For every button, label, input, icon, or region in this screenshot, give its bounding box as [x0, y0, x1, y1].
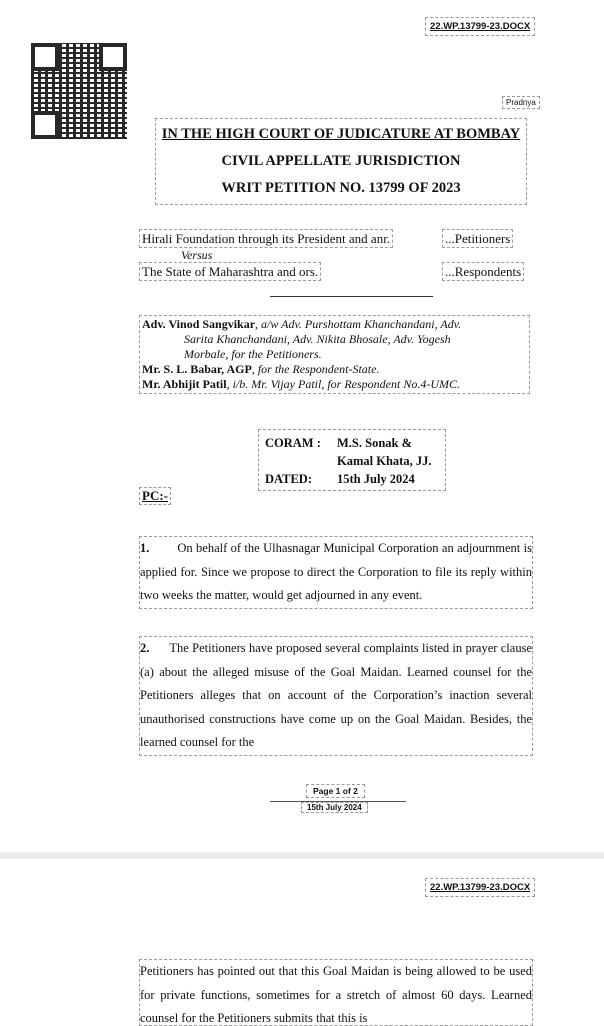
- coram-block: [258, 429, 446, 491]
- paragraph-continued: Petitioners has pointed out that this Goal Maidan is being allowed to be used for private functions, sometimes for a stretch of almost 60 days. Learned counsel for the Petitioners submits that this is: [139, 959, 533, 1026]
- paragraph-1: 1. On behalf of the Ulhasnagar Municipal Corporation an adjournment is applied for. Since we propose to direct the Corporation to file its reply within two weeks the matter, would get adjourned in any event.: [139, 536, 533, 609]
- advocate-state: Mr. S. L. Babar, AGP: [142, 362, 252, 376]
- respondent-role: ...Respondents: [442, 262, 524, 281]
- stamp-name: Pradnya: [502, 96, 540, 109]
- advocate-respondent: Mr. Abhijit Patil: [142, 377, 227, 391]
- advocate-petitioners: Adv. Vinod Sangvikar: [142, 317, 256, 331]
- coram-judges-1: M.S. Sonak &: [337, 436, 413, 450]
- petitioner-name: Hirali Foundation through its President and anr.: [139, 229, 393, 248]
- dated-value: 15th July 2024: [337, 472, 415, 486]
- page-date: 15th July 2024: [301, 802, 368, 813]
- court-title: IN THE HIGH COURT OF JUDICATURE AT BOMBAY: [161, 126, 521, 142]
- court-title-block: [155, 118, 527, 205]
- file-reference-page-2: 22.WP.13799-23.DOCX: [425, 878, 535, 897]
- coram-judges-2: Kamal Khata, JJ.: [337, 454, 432, 468]
- page-break: [0, 852, 604, 859]
- dated-label: DATED:: [265, 472, 312, 486]
- qr-code: [31, 43, 127, 139]
- coram-label: CORAM :: [265, 436, 321, 450]
- respondent-name: The State of Maharashtra and ors.: [139, 262, 321, 281]
- page-number: Page 1 of 2: [306, 784, 365, 798]
- paragraph-2: 2. The Petitioners have proposed several complaints listed in prayer clause (a) about the alleged misuse of the Goal Maidan. Learned counsel for the Petitioners alleges that on account of the Corporation’s inaction several unauthorised constructions have come up on the Goal Maidan. Besides, the learned counsel for the: [139, 636, 533, 756]
- jurisdiction-title: CIVIL APPELLATE JURISDICTION: [221, 153, 461, 169]
- petitioner-role: ...Petitioners: [442, 229, 513, 248]
- pc-heading: PC:-: [139, 487, 171, 505]
- file-reference: 22.WP.13799-23.DOCX: [425, 17, 535, 36]
- paragraph-2-number: 2.: [140, 641, 150, 655]
- separator-rule: [270, 296, 433, 297]
- paragraph-1-number: 1.: [140, 541, 150, 555]
- versus-label: Versus: [181, 248, 213, 262]
- advocates-block: Adv. Vinod Sangvikar, a/w Adv. Purshottam Khanchandani, Adv. Sarita Khanchandani, Adv. Nikita Bhosale, Adv. Yogesh Morbale, for the Petitioners. Mr. S. L. Babar, AGP, for the Respondent-State. Mr. Abhijit Patil, i/b. Mr. Vijay Patil, for Respondent No.4-UMC.: [139, 315, 530, 394]
- petition-number: WRIT PETITION NO. 13799 OF 2023: [221, 180, 461, 196]
